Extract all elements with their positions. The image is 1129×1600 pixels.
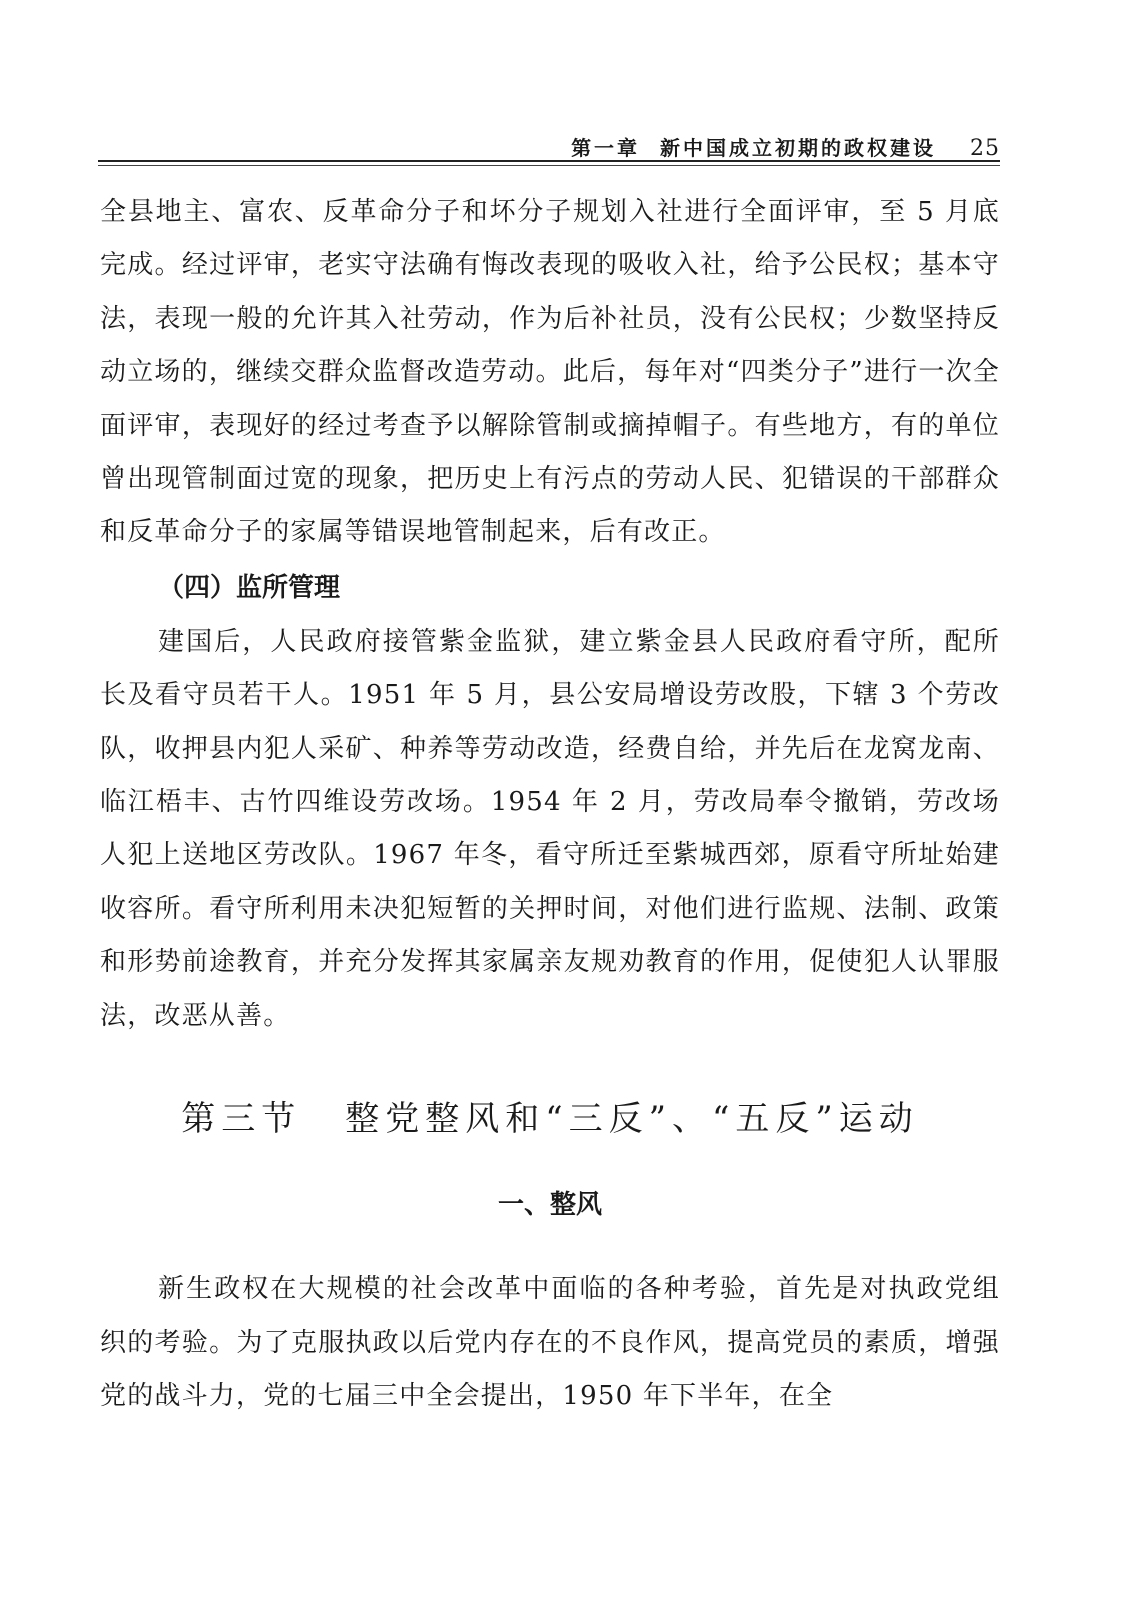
subheading-prison-management: （四）监所管理 [158, 572, 341, 603]
page-number: 25 [970, 136, 1000, 161]
subsection-title: 一、整风 [497, 1190, 602, 1221]
section-number: 第三节 [181, 1099, 302, 1140]
section-title [100, 1093, 1000, 1145]
header-rule-thin [98, 165, 1000, 166]
chapter-title: 新中国成立初期的政权建设 [660, 136, 937, 160]
chapter-label: 第一章 [571, 136, 641, 160]
paragraph-continuation: 全县地主、富农、反革命分子和坏分子规划入社进行全面评审，至 5 月底完成。经过评审，老实守法确有悔改表现的吸收入社，给予公民权；基本守法，表现一般的允许其入社劳动，作为后补社员，没有公民权；少数坚持反动立场的，继续交群众监督改造劳动。此后，每年对“四类分子”进行一次全面评审，表现好的经过考查予以解除管制或摘掉帽子。有些地方，有的单位曾出现管制面过宽的现象，把历史上有污点的劳动人民、犯错误的干部群众和反革命分子的家属等错误地管制起来，后有改正。 [100, 197, 1000, 548]
page-body [100, 186, 1000, 1576]
paragraph-rectification: 新生政权在大规模的社会改革中面临的各种考验，首先是对执政党组织的考验。为了克服执政以后党内存在的不良作风，提高党员的素质，增强党的战斗力，党的七届三中全会提出，1950 年下半年，在全 [100, 1274, 1000, 1411]
paragraph-prison-management: 建国后，人民政府接管紫金监狱，建立紫金县人民政府看守所，配所长及看守员若干人。1951 年 5 月，县公安局增设劳改股，下辖 3 个劳改队，收押县内犯人采矿、种养等劳动改造，经费自给，并先后在龙窝龙南、临江梧丰、古竹四维设劳改场。1954 年 2 月，劳改局奉令撤销，劳改场人犯上送地区劳改队。1967 年冬，看守所迁至紫城西郊，原看守所址始建收容所。看守所利用未决犯短暂的关押时间，对他们进行监规、法制、政策和形势前途教育，并充分发挥其家属亲友规劝教育的作用，促使犯人认罪服法，改恶从善。 [100, 626, 1000, 1031]
header-rule-thick [98, 160, 1000, 162]
section-name: 整党整风和“三反”、“五反”运动 [345, 1099, 919, 1140]
